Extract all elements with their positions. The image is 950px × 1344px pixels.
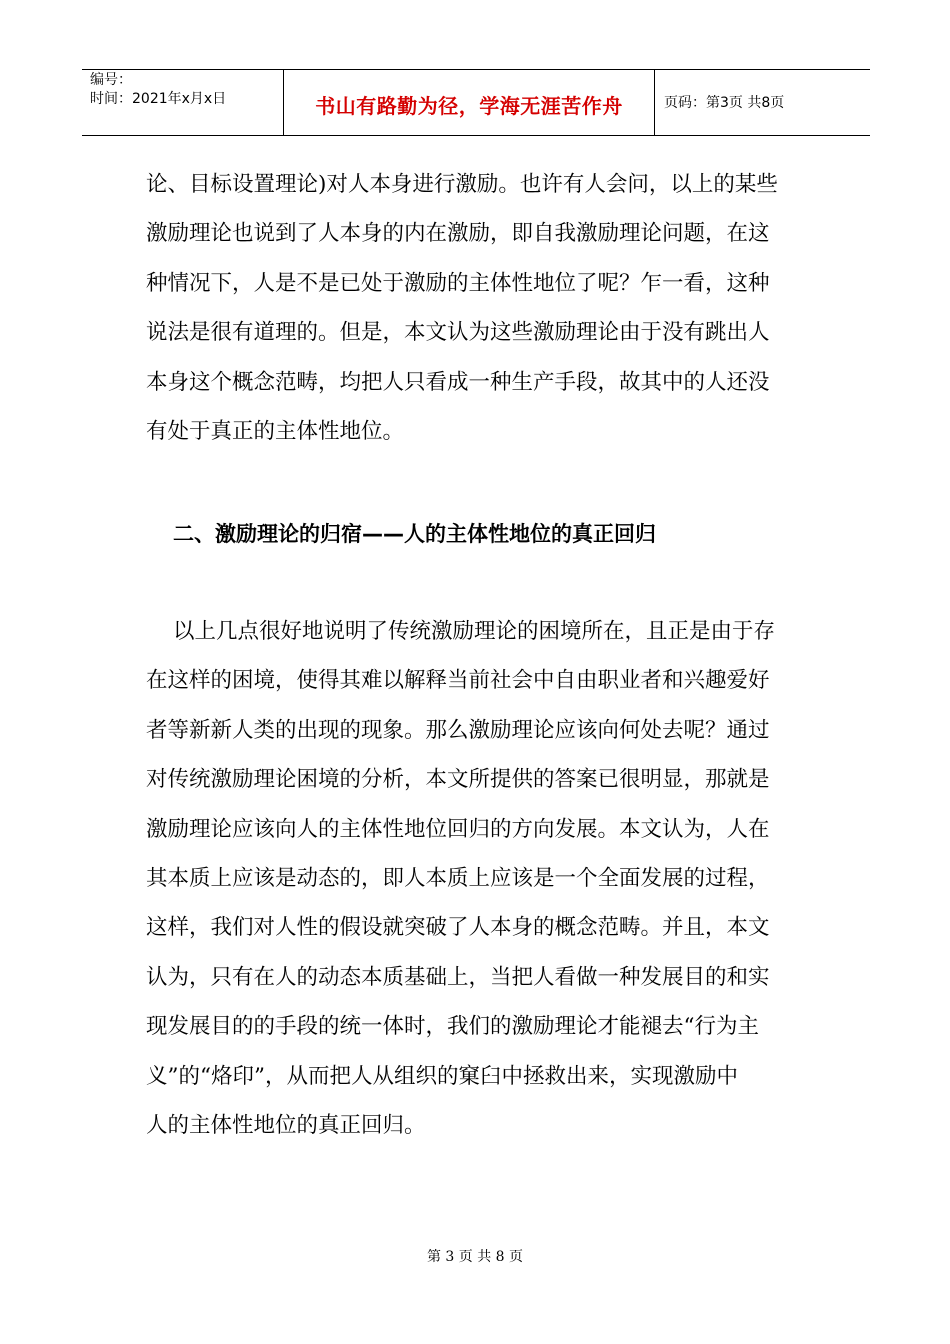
page-footer: 第 3 页 共 8 页 [426, 1249, 524, 1265]
header-bottom-rule [82, 135, 870, 136]
paragraph-line: 以上几点很好地说明了传统激励理论的困境所在，且正是由于存 [173, 619, 776, 644]
paragraph-line: 激励理论也说到了人本身的内在激励，即自我激励理论问题，在这 [146, 221, 770, 247]
paragraph-line: 有处于真正的主体性地位。 [146, 418, 405, 444]
paragraph-line: 认为，只有在人的动态本质基础上，当把人看做一种发展目的和实 [146, 964, 770, 990]
header-divider-right [654, 69, 655, 135]
document-date-label: 时间：2021年x月x日 [90, 91, 227, 107]
paragraph-line: 本身这个概念范畴，均把人只看成一种生产手段，故其中的人还没 [146, 369, 770, 395]
header-divider-left [283, 69, 284, 135]
paragraph-line: 人的主体性地位的真正回归。 [146, 1112, 426, 1138]
paragraph-line: 现发展目的的手段的统一体时，我们的激励理论才能褪去“行为主 [146, 1014, 759, 1040]
paragraph-line: 其本质上应该是动态的，即人本质上应该是一个全面发展的过程， [146, 865, 770, 891]
paragraph-line: 在这样的困境，使得其难以解释当前社会中自由职业者和兴趣爱好 [146, 668, 770, 694]
paragraph-line: 者等新新人类的出现的现象。那么激励理论应该向何处去呢？通过 [146, 717, 770, 743]
paragraph-line: 义”的“烙印”，从而把人从组织的窠臼中拯救出来，实现激励中 [146, 1063, 738, 1089]
header-page-info: 页码：第3页 共8页 [664, 95, 785, 111]
paragraph-1 [146, 160, 806, 456]
paragraph-line: 种情况下，人是不是已处于激励的主体性地位了呢？乍一看，这种 [146, 270, 770, 296]
header-top-rule [82, 69, 870, 70]
paragraph-line: 说法是很有道理的。但是，本文认为这些激励理论由于没有跳出人 [146, 320, 770, 346]
section-heading: 二、激励理论的归宿——人的主体性地位的真正回归 [173, 522, 656, 546]
header-motto: 书山有路勤为径，学海无涯苦作舟 [315, 94, 623, 118]
document-number-label: 编号： [90, 72, 132, 88]
paragraph-2 [146, 607, 806, 1150]
paragraph-line: 激励理论应该向人的主体性地位回归的方向发展。本文认为，人在 [146, 816, 770, 842]
paragraph-line: 对传统激励理论困境的分析，本文所提供的答案已很明显，那就是 [146, 767, 770, 793]
paragraph-line: 论、目标设置理论)对人本身进行激励。也许有人会问，以上的某些 [146, 172, 778, 197]
paragraph-line: 这样，我们对人性的假设就突破了人本身的概念范畴。并且，本文 [146, 915, 770, 941]
